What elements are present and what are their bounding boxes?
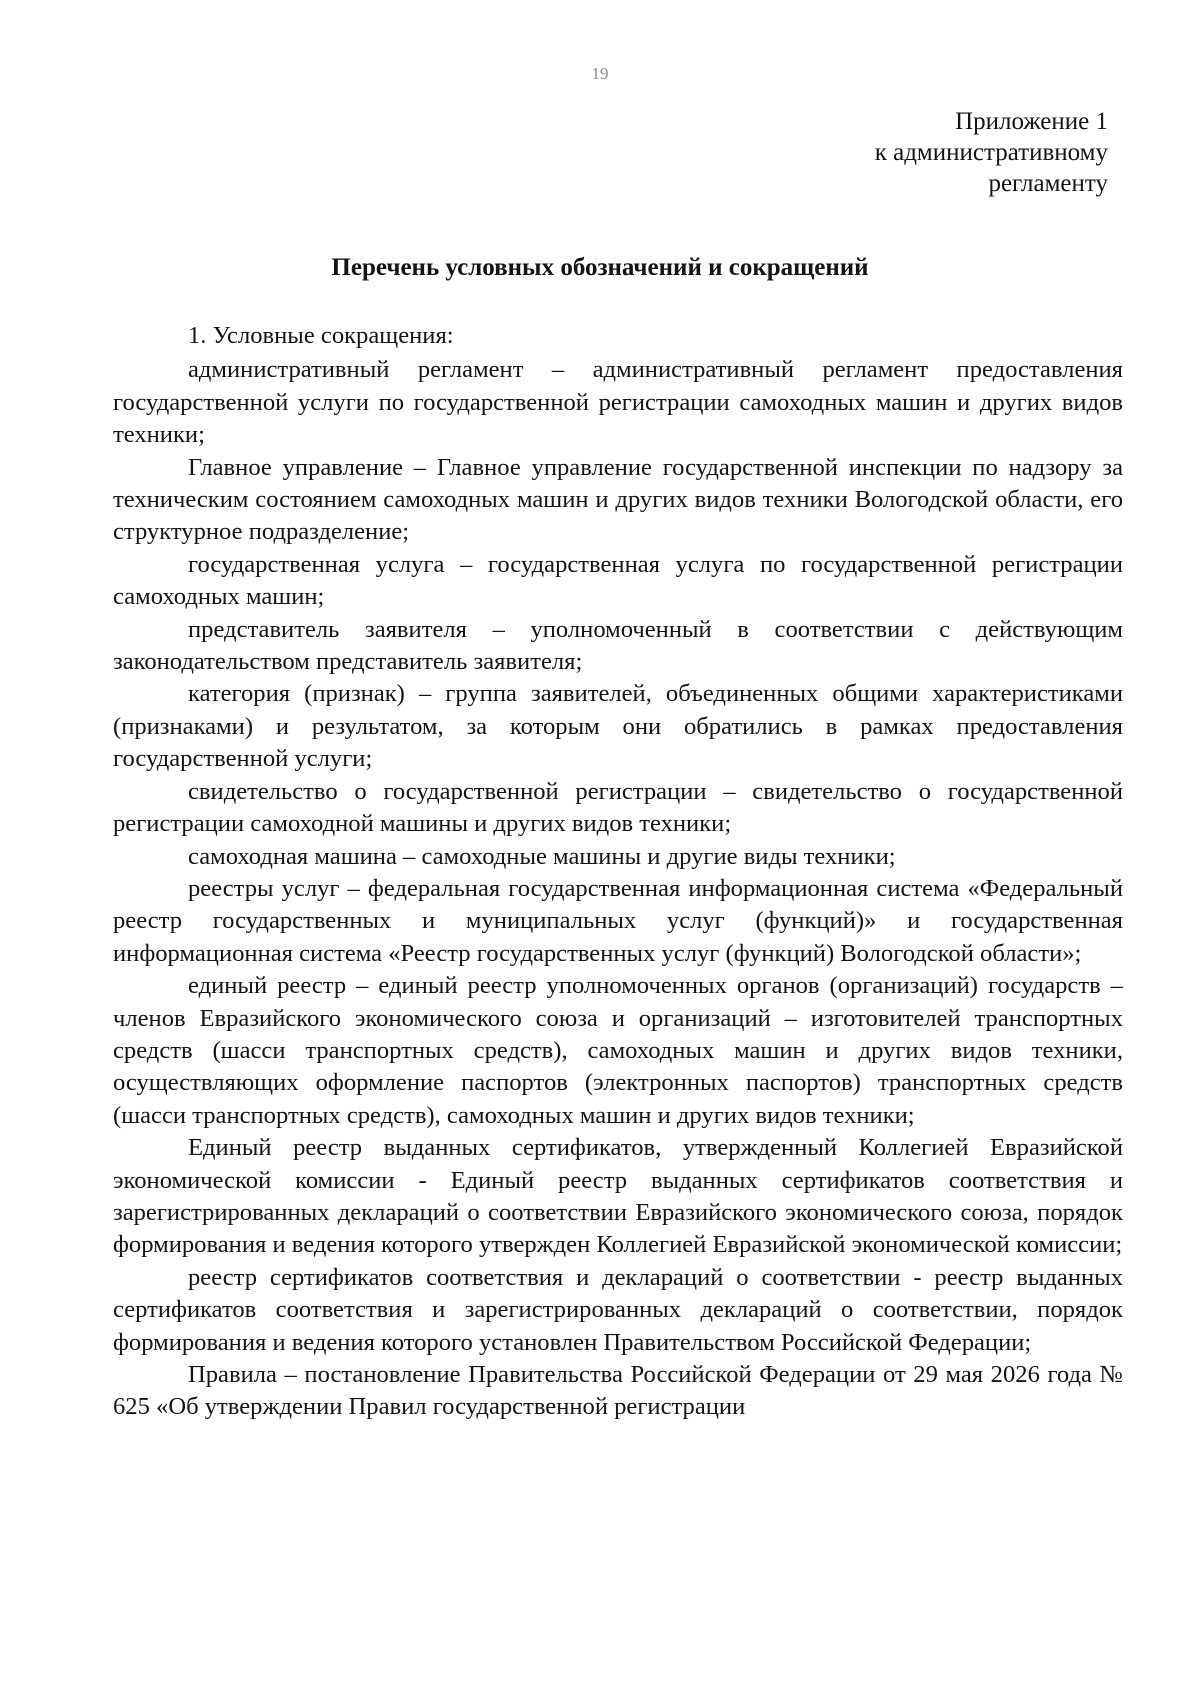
definition-paragraph: реестр сертификатов соответствия и деклараций о соответствии - реестр выданных сертификатов соответствия и зарегистрированных деклараций о соответствии, порядок формирования и ведения которого установлен Правительством Российской Федерации; xyxy=(113,1263,1123,1356)
definition-paragraph: представитель заявителя – уполномоченный в соответствии с действующим законодательством представитель заявителя; xyxy=(113,615,1123,676)
appendix-note xyxy=(688,106,1108,199)
definition-paragraph: самоходная машина – самоходные машины и другие виды техники; xyxy=(188,842,896,870)
appendix-line-3: регламенту xyxy=(988,170,1108,197)
section-heading: 1. Условные сокращения: xyxy=(188,322,454,349)
appendix-line-1: Приложение 1 xyxy=(955,108,1108,135)
definition-paragraph: категория (признак) – группа заявителей, объединенных общими характеристиками (признаками) и результатом, за которым они обратились в рамках предоставления государственной услуги; xyxy=(113,680,1123,773)
definition-paragraph: административный регламент – административный регламент предоставления государственной услуги по государственной регистрации самоходных машин и других видов техники; xyxy=(113,356,1123,449)
page-number: 19 xyxy=(591,64,609,83)
document-title: Перечень условных обозначений и сокращений xyxy=(331,254,869,281)
definition-paragraph: реестры услуг – федеральная государственная информационная система «Федеральный реестр государственных и муниципальных услуг (функций)» и государственная информационная система «Реестр государственных услуг (функций) Вологодской области»; xyxy=(113,874,1123,967)
appendix-line-2: к административному xyxy=(874,139,1108,166)
definition-paragraph: свидетельство о государственной регистрации – свидетельство о государственной регистрации самоходной машины и других видов техники; xyxy=(113,777,1123,838)
definition-paragraph: Правила – постановление Правительства Российской Федерации от 29 мая 2026 года № 625 «Об утверждении Правил государственной регистрации xyxy=(113,1361,1123,1421)
definition-paragraph: государственная услуга – государственная услуга по государственной регистрации самоходных машин; xyxy=(113,550,1123,611)
definition-paragraph: единый реестр – единый реестр уполномоченных органов (организаций) государств – членов Евразийского экономического союза и организаций – изготовителей транспортных средств (шасси транспортных средств), самоходных машин и других видов техники, осуществляющих оформление паспортов (электронных паспортов) транспортных средств (шасси транспортных средств), самоходных машин и других видов техники; xyxy=(113,972,1123,1129)
document-body xyxy=(113,320,1123,1424)
definition-paragraph: Главное управление – Главное управление государственной инспекции по надзору за техническим состоянием самоходных машин и других видов техники Вологодской области, его структурное подразделение; xyxy=(113,453,1123,546)
definition-paragraph: Единый реестр выданных сертификатов, утвержденный Коллегией Евразийской экономической комиссии - Единый реестр выданных сертификатов соответствия и зарегистрированных деклараций о соответствии Евразийского экономического союза, порядок формирования и ведения которого утвержден Коллегией Евразийской экономической комиссии; xyxy=(113,1134,1123,1259)
